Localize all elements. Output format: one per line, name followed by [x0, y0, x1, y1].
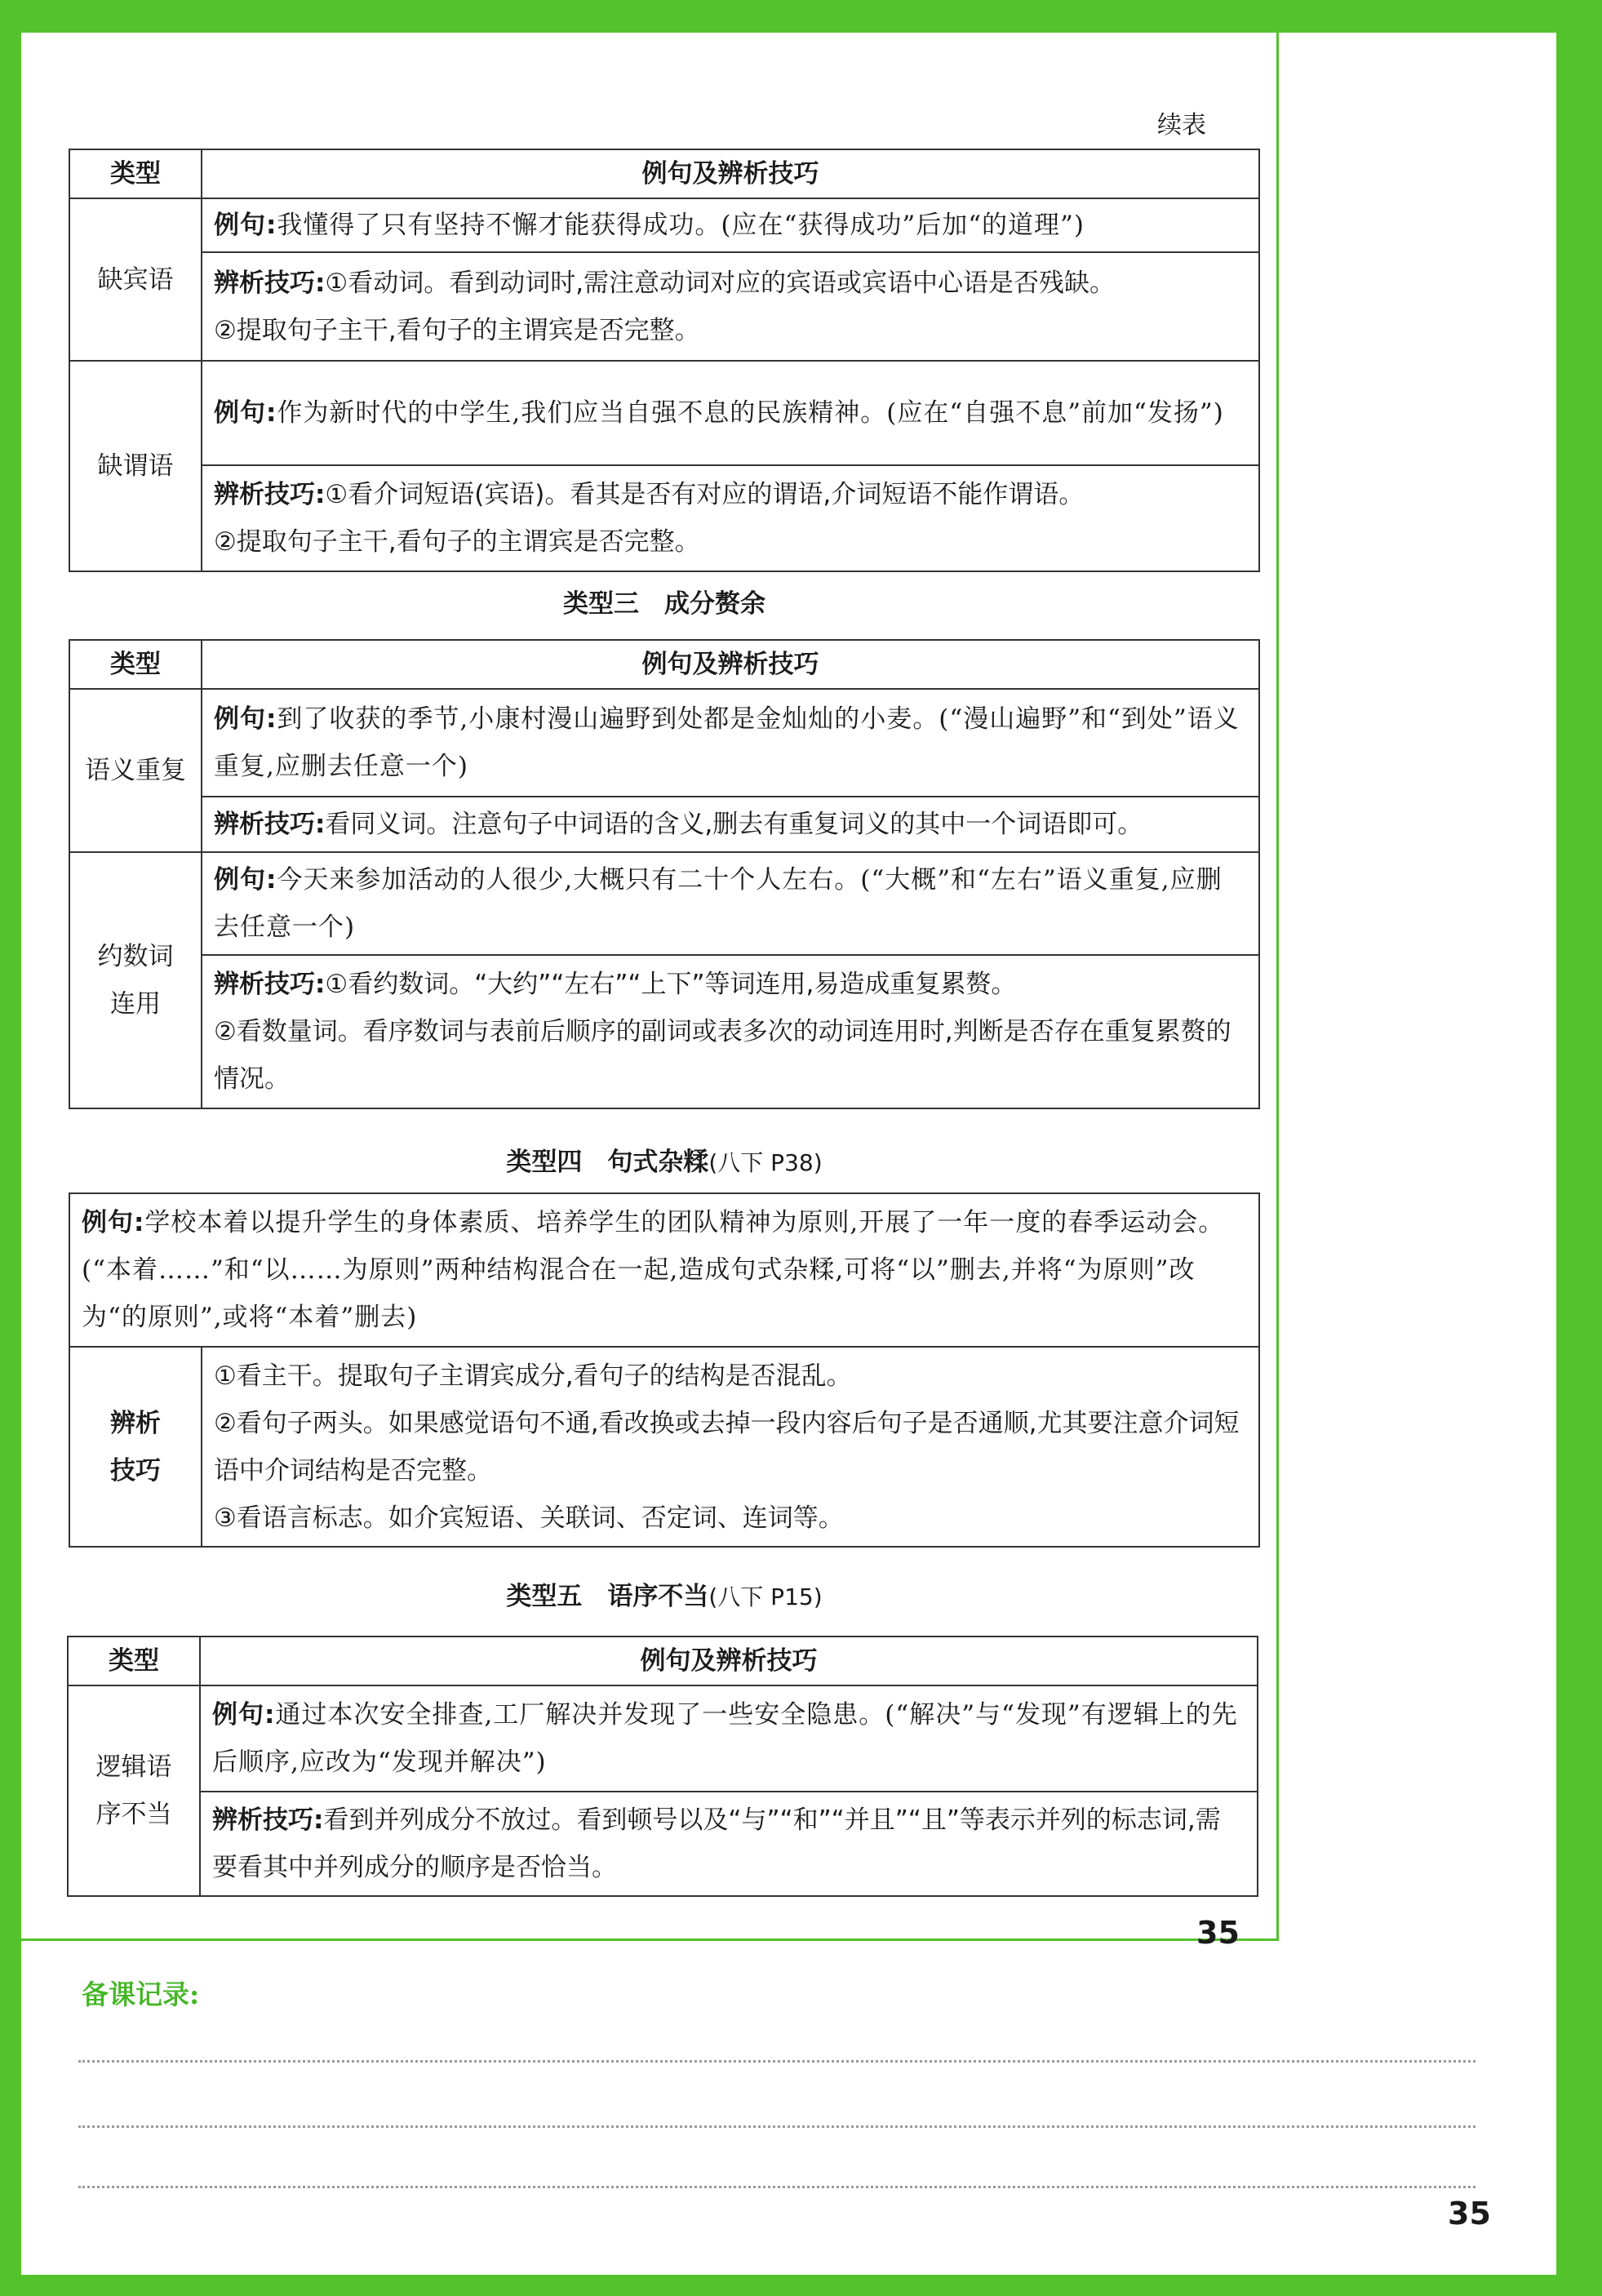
green-frame-right [1556, 0, 1602, 2296]
example-cell: 例句:到了收获的季节,小康村漫山遍野到处都是金灿灿的小麦。(“漫山遍野”和“到处”语义重复,应删去任意一个) [202, 689, 1259, 797]
header-content: 例句及辨析技巧 [202, 149, 1259, 198]
type-missing-predicate: 缺谓语 [69, 361, 202, 571]
notes-line [78, 2125, 1476, 2128]
green-frame-top [0, 0, 1602, 33]
page-number-inner: 35 [1196, 1915, 1240, 1951]
header-type: 类型 [69, 149, 202, 198]
skill-cell: 辨析技巧:看到并列成分不放过。看到顿号以及“与”“和”“并且”“且”等表示并列的标志词,需要看其中并列成分的顺序是否恰当。 [200, 1792, 1258, 1896]
skill-cell: 辨析技巧:①看动词。看到动词时,需注意动词对应的宾语或宾语中心语是否残缺。 ②提取句子主干,看句子的主谓宾是否完整。 [202, 252, 1259, 361]
header-content: 例句及辨析技巧 [200, 1637, 1258, 1685]
example-cell: 例句:我懂得了只有坚持不懈才能获得成功。(应在“获得成功”后加“的道理”) [202, 198, 1259, 252]
type-logical-word-order: 逻辑语 序不当 [68, 1685, 200, 1896]
type-approximate-numerals: 约数词 连用 [69, 852, 202, 1108]
skill-cell: ①看主干。提取句子主谓宾成分,看句子的结构是否混乱。 ②看句子两头。如果感觉语句不通,看改换或去掉一段内容后句子是否通顺,尤其要注意介词短语中介词结构是否完整。 ③看语言标志。如介宾短语、关联词、否定词、连词等。 [202, 1347, 1259, 1547]
header-type: 类型 [69, 640, 202, 689]
notes-line [78, 2060, 1476, 2063]
example-cell: 例句:今天来参加活动的人很少,大概只有二十个人左右。(“大概”和“左右”语义重复,应删去任意一个) [202, 852, 1259, 955]
example-cell: 例句:通过本次安全排查,工厂解决并发现了一些安全隐患。(“解决”与“发现”有逻辑上的先后顺序,应改为“发现并解决”) [200, 1685, 1258, 1792]
example-cell: 例句:作为新时代的中学生,我们应当自强不息的民族精神。(应在“自强不息”前加“发扬”) [202, 361, 1259, 465]
header-content: 例句及辨析技巧 [202, 640, 1259, 689]
skill-cell: 辨析技巧:看同义词。注意句子中词语的含义,删去有重复词义的其中一个词语即可。 [202, 797, 1259, 852]
page-number-outer: 35 [1448, 2196, 1491, 2232]
example-cell: 例句:学校本着以提升学生的身体素质、培养学生的团队精神为原则,开展了一年一度的春季运动会。(“本着……”和“以……为原则”两种结构混合在一起,造成句式杂糅,可将“以”删去,并将“为原则”改为“的原则”,或将“本着”删去) [69, 1193, 1259, 1347]
type-semantic-repetition: 语义重复 [69, 689, 202, 852]
type-missing-object: 缺宾语 [69, 198, 202, 361]
section-three-title: 类型三 成分赘余 [563, 589, 765, 619]
skill-cell: 辨析技巧:①看约数词。“大约”“左右”“上下”等词连用,易造成重复累赘。 ②看数量词。看序数词与表前后顺序的副词或表多次的动词连用时,判断是否存在重复累赘的情况。 [202, 955, 1259, 1108]
lesson-notes-label: 备课记录: [82, 1978, 200, 2010]
section-five-title: 类型五 语序不当(八下 P15) [506, 1582, 823, 1611]
section-four-title: 类型四 句式杂糅(八下 P38) [506, 1148, 823, 1177]
table-word-order [67, 1636, 1258, 1897]
green-frame-bottom [0, 2275, 1602, 2296]
table-mixed-structure [69, 1192, 1260, 1548]
skill-type-label: 辨析 技巧 [69, 1347, 202, 1547]
continued-label: 续表 [1157, 111, 1206, 140]
header-type: 类型 [68, 1637, 200, 1685]
green-frame-left [0, 0, 21, 2296]
notes-line [78, 2186, 1476, 2188]
table-redundant-components [69, 639, 1260, 1109]
skill-cell: 辨析技巧:①看介词短语(宾语)。看其是否有对应的谓语,介词短语不能作谓语。 ②提取句子主干,看句子的主谓宾是否完整。 [202, 465, 1259, 571]
table-missing-components [69, 149, 1260, 572]
